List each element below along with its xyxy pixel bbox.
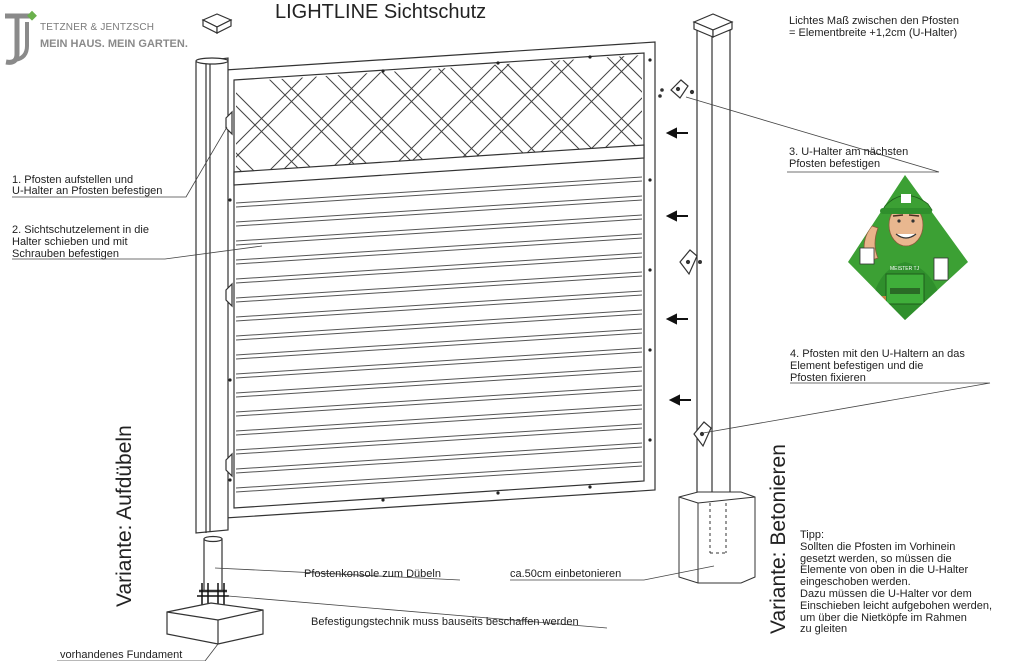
step1-line1: 1. Pfosten aufstellen und [12, 174, 134, 186]
label-post-bracket: Pfostenkonsole zum Dübeln [304, 568, 441, 580]
tip-line: zu gleiten [800, 623, 848, 636]
label-fixing: Befestigungstechnik muss bauseits beschaffen werden [311, 616, 579, 628]
company-logo [5, 11, 37, 63]
brand-slogan: MEIN HAUS. MEIN GARTEN. [40, 38, 188, 50]
tip-line: eingeschoben werden. [800, 576, 911, 589]
variant-left-label: Variante: Aufdübeln [113, 425, 136, 607]
mascot-icon [848, 175, 968, 320]
label-foundation: vorhandenes Fundament [60, 649, 183, 661]
tip-line: Sollten die Pfosten im Vorhinein [800, 540, 956, 553]
step1-line2: U-Halter an Pfosten befestigen [12, 185, 163, 197]
left-post [196, 58, 232, 533]
step4-line1: 4. Pfosten mit den U-Haltern an das [790, 348, 965, 360]
tip-box [800, 530, 992, 636]
left-post-cap [203, 14, 231, 33]
step4-line2: Element befestigen und die [790, 360, 924, 372]
u-bracket-1 [659, 80, 694, 98]
step2-line2: Halter schieben und mit [12, 236, 128, 248]
step3-line1: 3. U-Halter am nächsten [789, 146, 909, 158]
variant-right-label: Variante: Betonieren [767, 444, 790, 634]
tip-line: Dazu müssen die U-Halter vor dem [800, 587, 972, 600]
foundation-block [167, 603, 263, 644]
step2-line1: 2. Sichtschutzelement in die [12, 224, 149, 236]
note-measure-line2: = Elementbreite +1,2cm (U-Halter) [789, 27, 958, 39]
post-console [197, 537, 229, 613]
tip-line: um über die Nietköpfe im Rahmen [800, 611, 967, 624]
brand-name: TETZNER & JENTZSCH [40, 22, 155, 33]
step4-line3: Pfosten fixieren [790, 372, 866, 384]
tip-line: Einschieben leicht aufgebohen werden, [800, 599, 993, 612]
step3-line2: Pfosten befestigen [789, 158, 881, 170]
note-measure-line1: Lichtes Maß zwischen den Pfosten [789, 15, 959, 27]
page-title: LIGHTLINE Sichtschutz [275, 1, 487, 23]
concrete-block [679, 492, 755, 583]
mascot-badge-text: MEISTER TJ [890, 266, 920, 272]
label-concrete: ca.50cm einbetonieren [510, 568, 622, 580]
tip-line: Elemente von oben in die U-Halter [800, 564, 969, 577]
step2-line3: Schrauben befestigen [12, 248, 120, 260]
tip-line: gesetzt werden, so müssen die [800, 552, 952, 565]
tip-heading: Tipp: [800, 529, 825, 541]
